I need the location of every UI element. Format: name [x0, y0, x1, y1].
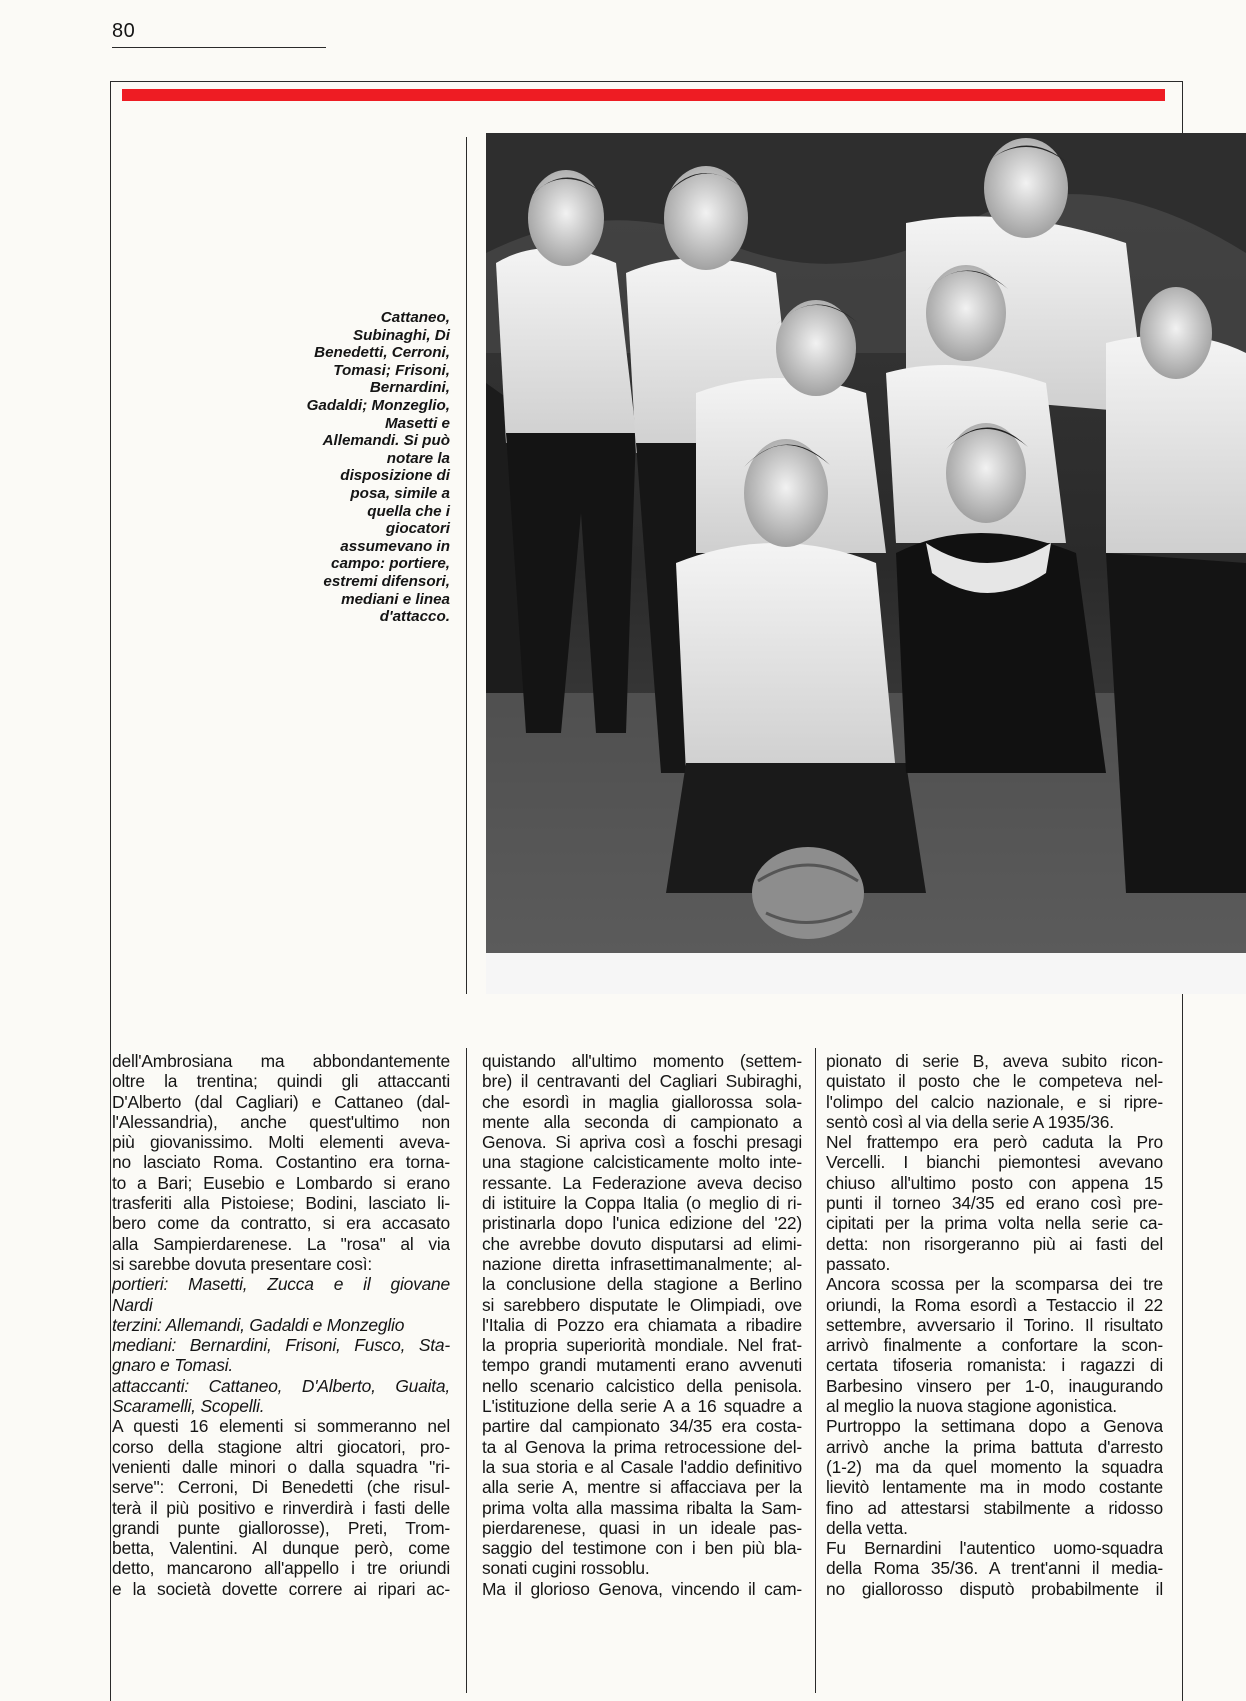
text-line: prima volta alla massima ribalta la Sam-	[482, 1497, 802, 1518]
text-line: Nel frattempo era però caduta la Pro	[826, 1132, 1163, 1153]
text-line: attaccanti: Cattaneo, D'Alberto, Guaita,	[112, 1375, 450, 1396]
text-line: Fu Bernardini l'autentico uomo-squadra	[826, 1538, 1163, 1559]
page-number: 80	[112, 20, 136, 42]
column-rule-caption	[466, 137, 467, 994]
text-line: la sua storia e al Casale l'addio definitivo	[482, 1456, 802, 1477]
text-line: si sarebbe dovuta presentare così:	[112, 1253, 373, 1274]
text-line: della Roma 35/36. A trent'anni il media-	[826, 1558, 1163, 1579]
red-header-rule	[122, 89, 1165, 101]
text-line: che esordì in maglia giallorossa sola-	[482, 1091, 802, 1112]
text-line: della vetta.	[826, 1517, 908, 1538]
text-line: terzini: Allemandi, Gadaldi e Monzeglio	[112, 1314, 405, 1335]
text-line: ressante. La Federazione aveva deciso	[482, 1172, 802, 1193]
column-rule-1	[466, 1048, 467, 1693]
text-line: Barbesino vinsero per 1-0, inaugurando	[826, 1375, 1163, 1396]
team-photo	[486, 133, 1246, 994]
text-line: che avrebbe dovuto disputarsi ad elimi-	[482, 1233, 802, 1254]
team-photo-image	[486, 133, 1246, 994]
text-line: mediani: Bernardini, Frisoni, Fusco, Sta-	[112, 1335, 450, 1356]
text-line: la propria superiorità mondiale. Nel frat-	[482, 1335, 802, 1356]
text-line: alla Sampierdarenese. La "rosa" al via	[112, 1233, 450, 1254]
text-line: Ancora scossa per la scomparsa dei tre	[826, 1274, 1163, 1295]
text-line: quistando all'ultimo momento (settem-	[482, 1051, 802, 1071]
text-line: punti il torneo 34/35 ed erano così pre-	[826, 1193, 1163, 1214]
text-line: pionato di serie B, aveva subito ricon-	[826, 1051, 1163, 1071]
text-line: nazione diretta infrasettimanalmente; al-	[482, 1253, 802, 1274]
text-line: Nardi	[112, 1294, 153, 1315]
text-line: l'Italia di Pozzo era chiamata a ribadire	[482, 1314, 802, 1335]
text-line: nello scenario calcistico della penisola.	[482, 1375, 802, 1396]
text-line: detta: non risorgeranno più ai fasti del	[826, 1233, 1163, 1254]
text-line: Ma il glorioso Genova, vincendo il cam-	[482, 1578, 802, 1599]
text-line: saggio del testimone con i ben più bla-	[482, 1538, 802, 1559]
text-line: certata tifoseria romanista: i ragazzi di	[826, 1355, 1163, 1376]
text-line: trasferiti alla Pistoiese; Bodini, lasciato li-	[112, 1193, 450, 1214]
text-line: tempo grandi mutamenti erano avvenuti	[482, 1355, 802, 1376]
text-line: la conclusione della stagione a Berlino	[482, 1274, 802, 1295]
text-line: e la società dovette correre ai ripari ac-	[112, 1578, 450, 1599]
text-line: portieri: Masetti, Zucca e il giovane	[112, 1274, 450, 1295]
text-line: terà il più positivo e rinverdirà i fasti delle	[112, 1497, 450, 1518]
text-line: l'olimpo del calcio nazionale, e si ripre-	[826, 1091, 1163, 1112]
text-line: Genova. Si apriva così a foschi presagi	[482, 1132, 802, 1153]
text-line: mente alla seconda di campionato a	[482, 1111, 802, 1132]
text-line: ta al Genova la prima retrocessione del-	[482, 1436, 802, 1457]
page-number-rule	[112, 47, 326, 48]
text-line: passato.	[826, 1253, 891, 1274]
text-line: dell'Ambrosiana ma abbondantemente	[112, 1051, 450, 1071]
text-line: A questi 16 elementi si sommeranno nel	[112, 1416, 450, 1437]
text-line: quistato il posto che le competeva nel-	[826, 1071, 1163, 1092]
text-line: corso della stagione altri giocatori, pro-	[112, 1436, 450, 1457]
text-line: detto, mancarono all'appello i tre oriundi	[112, 1558, 450, 1579]
article-column-2	[482, 1051, 802, 1599]
text-line: alla serie A, mentre si affacciava per la	[482, 1477, 802, 1498]
text-line: no giallorosso disputò probabilmente il	[826, 1578, 1163, 1599]
text-line: no lasciato Roma. Costantino era torna-	[112, 1152, 450, 1173]
text-line: al meglio la nuova stagione agonistica.	[826, 1396, 1117, 1417]
text-line: bero come da contratto, si era accasato	[112, 1213, 450, 1234]
text-line: (1-2) ma da quel momento la squadra	[826, 1456, 1163, 1477]
text-line: si sarebbero disputate le Olimpiadi, ove	[482, 1294, 802, 1315]
text-line: Purtroppo la settimana dopo a Genova	[826, 1416, 1163, 1437]
text-line: partire dal campionato 34/35 era costa-	[482, 1416, 802, 1437]
text-line: Vercelli. I bianchi piemontesi avevano	[826, 1152, 1163, 1173]
text-line: D'Alberto (dal Cagliari) e Cattaneo (dal-	[112, 1091, 450, 1112]
text-line: Scaramelli, Scopelli.	[112, 1396, 265, 1417]
text-line: venienti dalle minori o dalla squadra "ri-	[112, 1456, 450, 1477]
text-line: sentò così al via della serie A 1935/36.	[826, 1111, 1114, 1132]
text-line: grandi punte giallorosse), Preti, Trom-	[112, 1517, 450, 1538]
text-line: oriundi, la Roma esordì a Testaccio il 22	[826, 1294, 1163, 1315]
article-column-3	[826, 1051, 1163, 1599]
text-line: cipitati per la prima volta nella serie ca-	[826, 1213, 1163, 1234]
text-line: di istituire la Coppa Italia (o meglio di ri-	[482, 1193, 802, 1214]
text-line: l'Alessandria), anche quest'ultimo non	[112, 1111, 450, 1132]
photo-caption: Cattaneo, Subinaghi, Di Benedetti, Cerroni, Tomasi; Frisoni, Bernardini, Gadaldi; Monzeglio, Masetti e Allemandi. Si può notare la disposizione di posa, simile a quella che i giocatori assumevano in campo: portiere, estremi difensori, mediani e linea d'attacco.	[306, 309, 450, 626]
text-line: serve": Cerroni, Di Benedetti (che risul-	[112, 1477, 450, 1498]
text-line: settembre, avversario il Torino. Il risultato	[826, 1314, 1163, 1335]
text-line: lievitò lentamente ma in modo costante	[826, 1477, 1163, 1498]
text-line: L'istituzione della serie A a 16 squadre a	[482, 1396, 802, 1417]
text-line: gnaro e Tomasi.	[112, 1355, 234, 1376]
text-line: più giovanissimo. Molti elementi aveva-	[112, 1132, 450, 1153]
text-line: pristinarla dopo l'unica edizione del '22)	[482, 1213, 802, 1234]
text-line: betta, Valentini. Al dunque però, come	[112, 1538, 450, 1559]
text-line: una stagione calcisticamente molto inte-	[482, 1152, 802, 1173]
text-line: sonati cugini rossoblu.	[482, 1558, 650, 1579]
text-line: arrivò finalmente a confortare la scon-	[826, 1335, 1163, 1356]
article-column-1	[112, 1051, 450, 1599]
text-line: chiuso all'ultimo posto con appena 15	[826, 1172, 1163, 1193]
text-line: arrivò anche la prima battuta d'arresto	[826, 1436, 1163, 1457]
text-line: oltre la trentina; quindi gli attaccanti	[112, 1071, 450, 1092]
text-line: fino ad attestarsi stabilmente a ridosso	[826, 1497, 1163, 1518]
column-rule-2	[815, 1048, 816, 1693]
text-line: pierdarenese, quasi in un ideale pas-	[482, 1517, 802, 1538]
text-line: bre) il centravanti del Cagliari Subiraghi,	[482, 1071, 802, 1092]
text-line: to a Bari; Eusebio e Lombardo si erano	[112, 1172, 450, 1193]
